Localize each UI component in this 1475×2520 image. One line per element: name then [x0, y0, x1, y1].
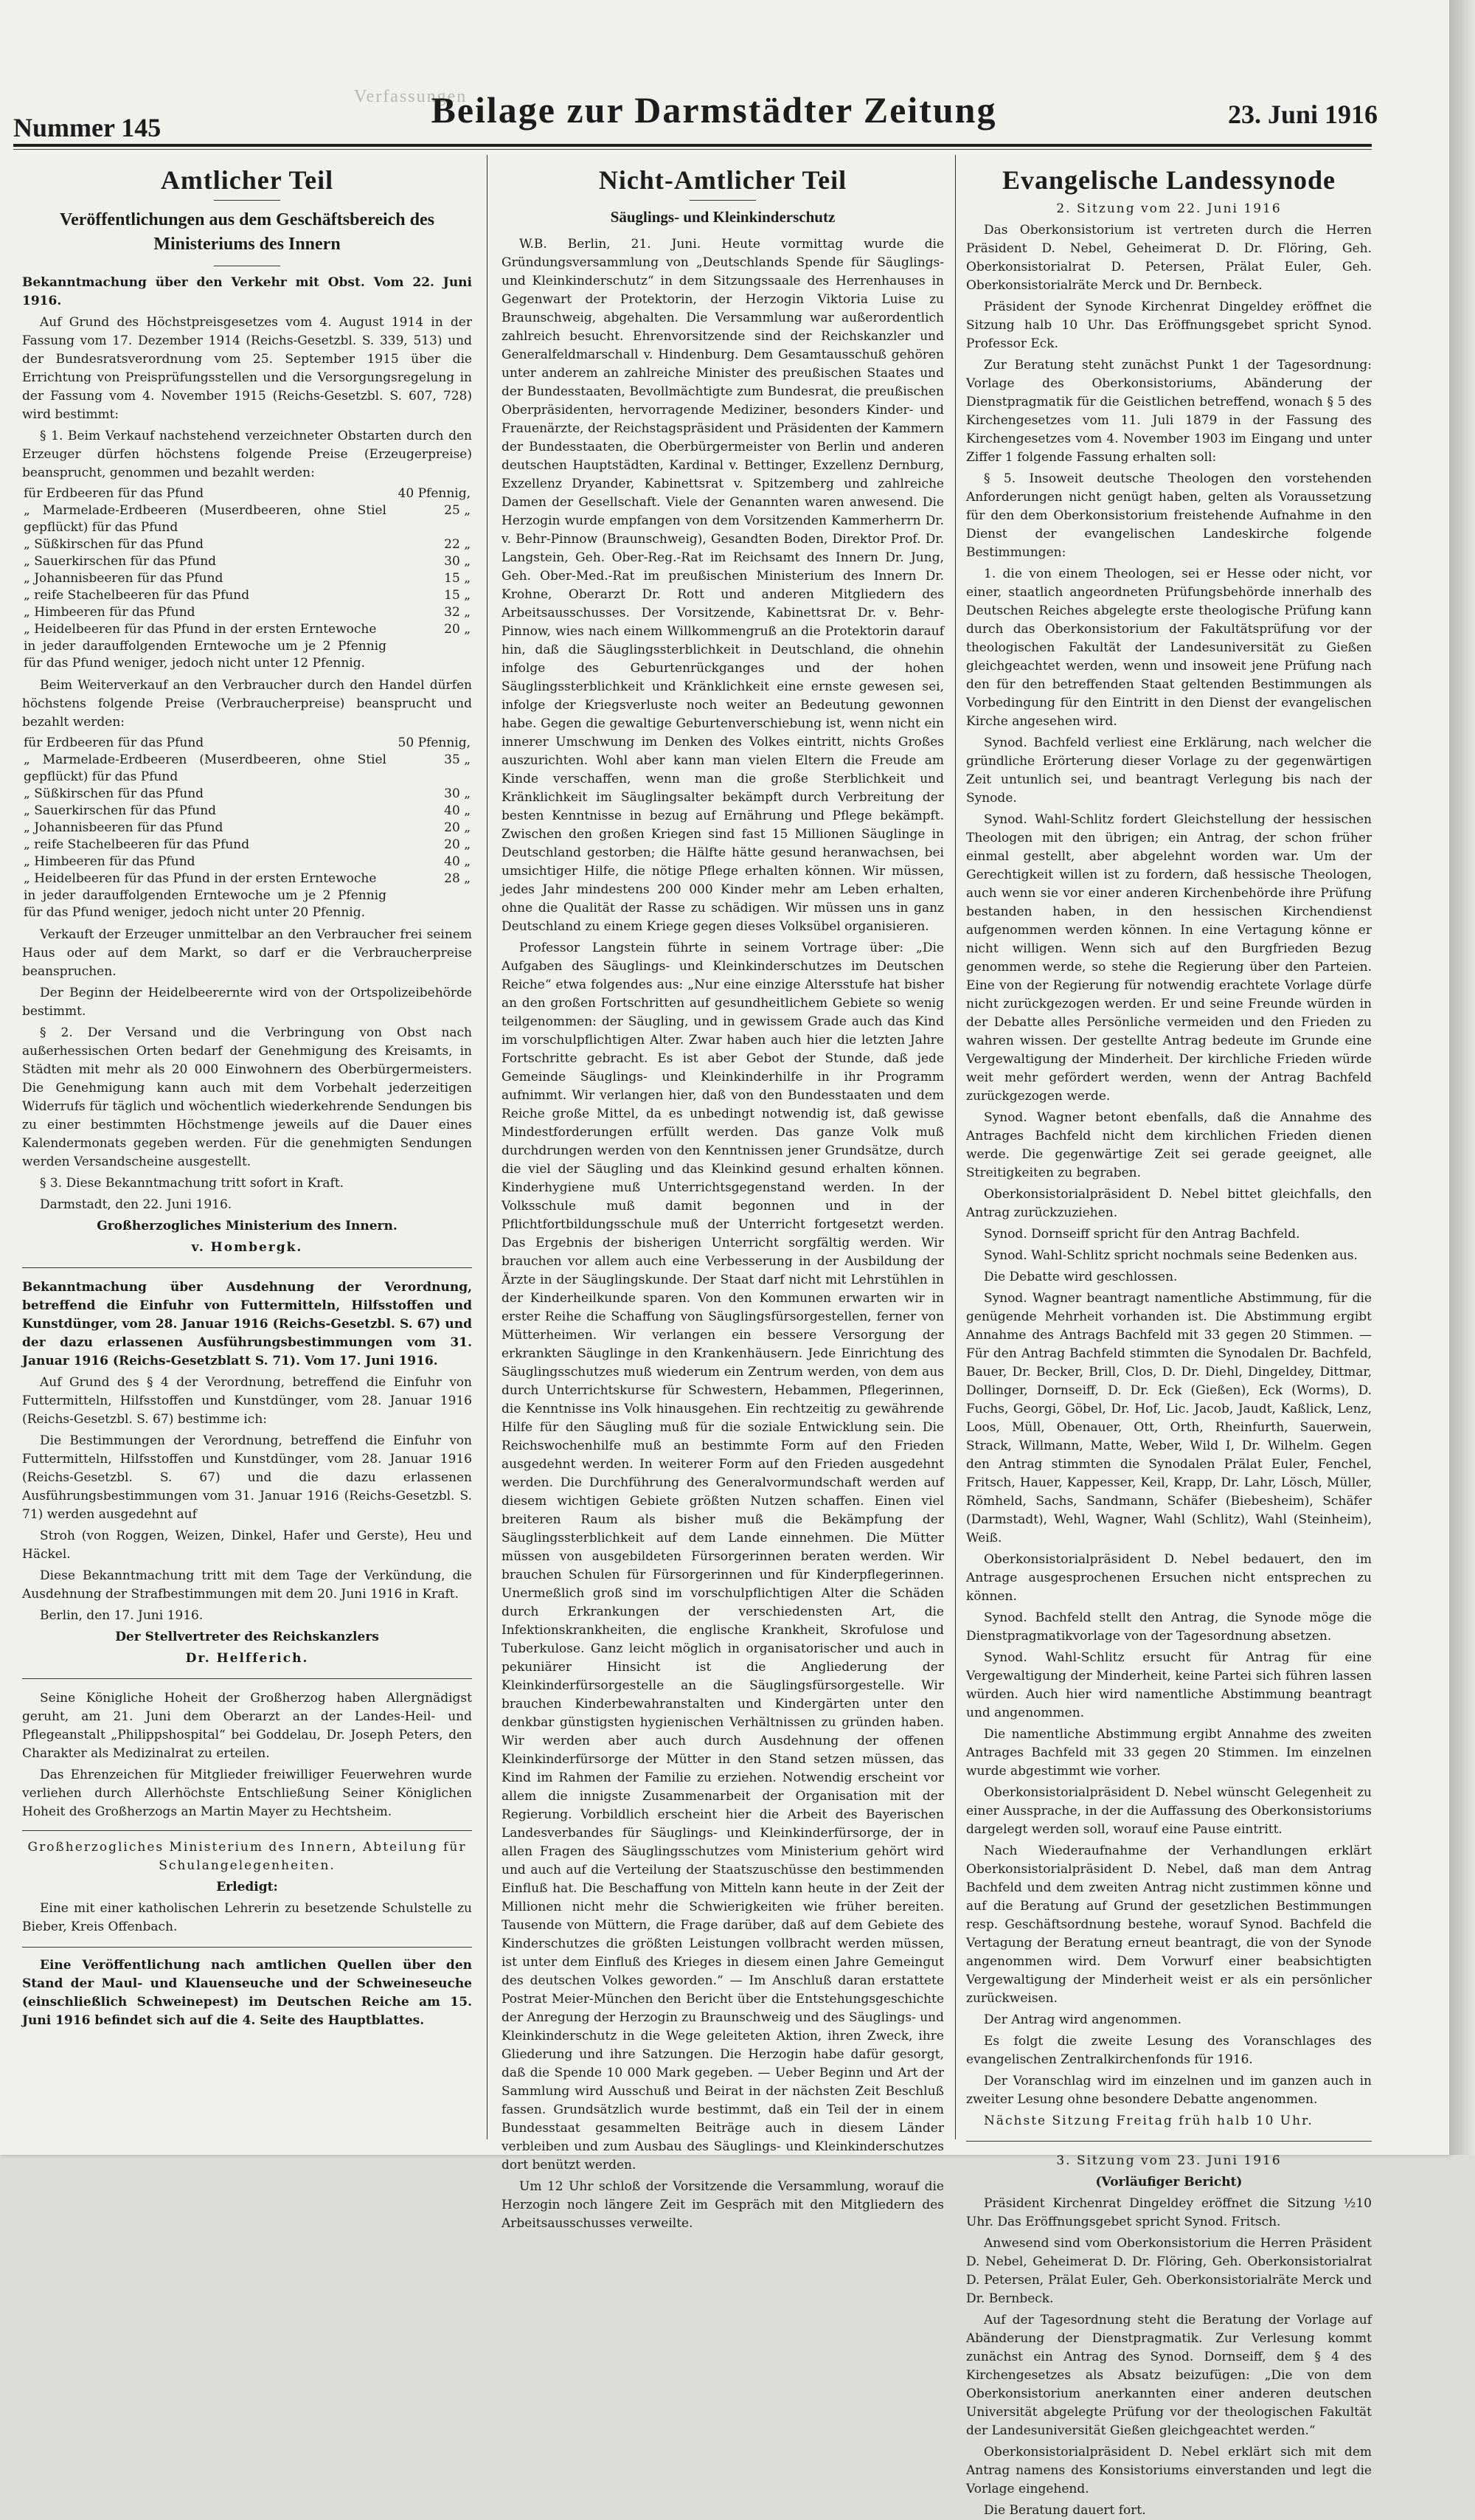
dateline: Darmstadt, den 22. Juni 1916. — [40, 1197, 232, 1212]
price-row — [22, 604, 472, 621]
price-value — [388, 638, 472, 672]
column-divider — [955, 155, 956, 2139]
paragraph: § 5. Insoweit deutsche Theologen den vorstehenden Anforderungen nicht genügt haben, gelten als Voraussetzung für den dem Oberkonsistorium freistehende Aufnahme in den Dienst der evangelischen Landeskirche folgende Bestimmungen: — [966, 471, 1372, 560]
price-row — [22, 837, 472, 854]
paragraph: Oberkonsistorialpräsident D. Nebel wünscht Gelegenheit zu einer Aussprache, in der die Auffassung des Oberkonsistoriums dargelegt werden soll, worauf eine Pause eintritt. — [966, 1785, 1372, 1837]
price-item: „ Heidelbeeren für das Pfund in der ersten Erntewoche — [24, 622, 377, 637]
price-row — [22, 638, 472, 672]
paragraph: Die Beratung dauert fort. — [984, 2503, 1146, 2518]
paragraph: Zur Beratung steht zunächst Punkt 1 der Tagesordnung: Vorlage des Oberkonsistoriums, Abänderung der Dienstpragmatik für die Geistlichen betreffend, wonach § 5 des Kirchengesetzes vom 11. Juli 1879 in der Fassung des Kirchengesetzes vom 4. November 1903 im Eingang und unter Ziffer 1 folgende Fassung erhalten soll: — [966, 358, 1372, 465]
masthead-rule-thin — [13, 149, 1372, 150]
paragraph: Oberkonsistorialpräsident D. Nebel bittet gleichfalls, den Antrag zurückzuziehen. — [966, 1187, 1372, 1220]
price-item: „ Marmelade-Erdbeeren (Muserdbeeren, ohne Stiel gepflückt) für das Pfund — [24, 752, 386, 784]
price-row — [22, 752, 472, 786]
price-value: 20 „ — [444, 820, 471, 835]
paragraph: Synod. Wagner beantragt namentliche Abstimmung, für die genügende Mehrheit vorhanden ist. Die Abstimmung ergibt Annahme des Antrags Bachfeld mit 33 gegen 20 Stimmen. — Für den Antrag Bachfeld stimmten die Synodalen Dr. Bachfeld, Bauer, Dr. Becker, Brill, Clos, D. Dr. Diehl, Dingeldey, Dittmar, Dollinger, Dornseiff, D. Dr. Eck (Gießen), Eck (Worms), D. Fuchs, Georgi, Göbel, Dr. Hof, Lic. Jacob, Jaudt, Kaßlick, Lenz, Loos, Müll, Obenauer, Ott, Orth, Rheinfurth, Sauerwein, Strack, Willmann, Matte, Weber, Wild I, Dr. Wilhelm. Gegen den Antrag stimmten die Synodalen Prälat Euler, Fenchel, Fritsch, Hauer, Kappesser, Keil, Krapp, Dr. Lahr, Lösch, Müller, Römheld, Sachs, Sandmann, Schäfer (Biebesheim), Schäfer (Darmstadt), Wehl, Wagner, Wahl (Schlitz), Wahl (Steinheim), Weiß. — [966, 1291, 1372, 1545]
section-heading: Nicht-Amtlicher Teil — [598, 165, 847, 195]
column-nonofficial — [502, 159, 945, 2231]
paragraph: Das Ehrenzeichen für Mitglieder freiwilliger Feuerwehren wurde verliehen durch Allerhöchste Entschließung Seiner Königlichen Hoheit des Großherzogs an Martin Mayer zu Hechtsheim. — [22, 1768, 472, 1819]
price-value: 20 „ — [444, 622, 471, 637]
session-note: (Vorläufiger Bericht) — [1095, 2175, 1243, 2190]
paragraph: Es folgt die zweite Lesung des Voranschlages des evangelischen Zentralkirchenfonds für 1916. — [966, 2034, 1372, 2067]
signature-name: v. Hombergk. — [191, 1240, 303, 1255]
signature-ministry: Großherzogliches Ministerium des Innern. — [97, 1219, 398, 1233]
price-value: 22 „ — [444, 537, 471, 552]
section-heading: Evangelische Landessynode — [1002, 165, 1336, 195]
paragraph: Die Bestimmungen der Verordnung, betreffend die Einfuhr von Futtermitteln, Hilfsstoffen und Kunstdünger, vom 28. Januar 1916 (Reichs-Gesetzbl. S. 67) und die dazu erlassenen Ausführungsbestimmungen vom 31. Januar 1916 (Reichs-Gesetzbl. S. 71) werden ausgedehnt auf — [22, 1433, 472, 1522]
price-value — [388, 887, 472, 921]
price-value: 40 Pfennig, — [398, 486, 471, 501]
paragraph: Das Oberkonsistorium ist vertreten durch die Herren Präsident D. Nebel, Geheimerat D. Dr. Flöring, Geh. Oberkonsistorialrat D. Petersen, Prälat Euler, Geh. Oberkonsistorialräte Merck und Dr. Bernbeck. — [966, 223, 1372, 293]
price-item: „ Süßkirschen für das Pfund — [24, 537, 204, 552]
paragraph: Stroh (von Roggen, Weizen, Dinkel, Hafer und Gerste), Heu und Häckel. — [22, 1529, 472, 1562]
paragraph: Diese Bekanntmachung tritt mit dem Tage der Verkündung, die Ausdehnung der Strafbestimmungen mit dem 20. Juni 1916 in Kraft. — [22, 1568, 472, 1602]
price-row — [22, 553, 472, 570]
paragraph: § 2. Der Versand und die Verbringung von Obst nach außerhessischen Orten bedarf der Genehmigung des Kreisamts, in Städten mit mehr als 20 000 Einwohnern des Oberbürgermeisters. Die Genehmigung kann auch mit dem Vorbehalt jederzeitigen Widerrufs für täglich und wöchentlich wiederkehrende Sendungen bis zu einer bestimmten Höchstmenge jeweils auf die Dauer eines Kalendermonats gegeben werden. Für die genehmigten Sendungen werden Versandscheine ausgestellt. — [22, 1025, 472, 1169]
price-item: „ Sauerkirschen für das Pfund — [24, 554, 217, 569]
notice-subheading: Erledigt: — [216, 1880, 278, 1894]
price-item: „ Johannisbeeren für das Pfund — [24, 820, 223, 835]
price-value: 15 „ — [444, 588, 471, 603]
price-value: 35 „ — [444, 752, 471, 767]
bleed-through-text: Verfassungen — [354, 87, 468, 106]
paragraph: Präsident der Synode Kirchenrat Dingeldey eröffnet die Sitzung halb 10 Uhr. Das Eröffnungsgebet spricht Synod. Professor Eck. — [966, 300, 1372, 351]
price-row — [22, 887, 472, 921]
price-value: 32 „ — [444, 605, 471, 620]
masthead-rule — [13, 144, 1372, 147]
next-session-note: Nächste Sitzung Freitag früh halb 10 Uhr. — [984, 2114, 1313, 2128]
issue-number: Nummer 145 — [13, 113, 162, 142]
divider — [966, 2141, 1372, 2142]
price-row — [22, 536, 472, 553]
price-value: 40 „ — [444, 854, 471, 869]
divider — [22, 1267, 472, 1268]
dateline: Berlin, den 17. Juni 1916. — [40, 1608, 204, 1623]
paragraph: Professor Langstein führte in seinem Vortrage über: „Die Aufgaben des Säuglings- und Kleinkinderschutzes im Deutschen Reiche“ etwa folgendes aus: „Nur eine einzige Altersstufe hat bisher an den großen Fortschritten auf gesundheitlichem Gebiete so wenig teilgenommen: der Säugling, und in gewissem Grade auch das Kind im vorschulpflichtigen Alter. Zwar haben auch hier die letzten Jahre Fortschritte gebracht. Es ist aber Gebot der Stunde, daß jede Gemeinde Säuglings- und Kleinkinderhilfe in ihr Programm aufnimmt. Wir verlangen hier, daß von den Bundesstaaten und dem Reiche große Mittel, da es unbedingt notwendig ist, daß gewisse Mindestforderungen erfüllt werden. Das ganze Volk muß durchdrungen werden von den Kenntnissen jener Grundsätze, durch die viel der Säugling und das Kleinkind gesund erhalten können. Kinderhygiene muß Unterrichtsgegenstand werden. In der Volksschule muß damit begonnen und in der Pflichtfortbildungsschule muß der Unterricht fortgesetzt werden. Das Ergebnis der bisherigen Unterricht sorgfältig werden. Wir brauchen vor allem auch eine Verbesserung in der Ausbildung der Ärzte in der Säuglingskunde. Der Staat darf nicht mit Lehrstühlen in der Kinderheilkunde sparen. Von den Kommunen erwarten wir in erster Reihe die Schaffung von Säuglingsfürsorgestellen, ferner von Mütterheimen. Wir verlangen ein bessere Versorgung der erkrankten Säuglinge in den Krankenhäusern. Jede Einrichtung des Säuglingsschutzes muß wiederum ein Zentrum werden, von dem aus durch Unterrichtskurse für Schwestern, Hebammen, Pflegerinnen, die Kenntnisse ins Volk hinausgehen. Ein rechtzeitig zu gewährende Hilfe für den Säugling muß für die soziale Entwicklung sein. Die Reichswochenhilfe muß an bestimmte Form auf den Frieden ausgedehnt werden. In weiterer Form auf den Frieden ausgedehnt werden. Die Durchführung des Generalvormundschaft werden auf diesem wichtigen Gebiete größten Nutzen schaffen. Einen viel breiteren Raum als bisher muß die Bekämpfung der Säuglingssterblichkeit auf dem Lande einnehmen. Die Mütter müssen von ausgebildeten Fürsorgerinnen beraten werden. Wir brauchen Schulen für Fürsorgerinnen und für Kinderpflegerinnen. Unermeßlich groß sind im vorschulpflichtigen Alter die Schäden durch Erkrankungen der verschiedensten Art, die Infektionskrankheiten, die englische Krankheit, Skrofulose und Tuberkulose. Ganz leicht möglich in organisatorischer und auch in pekuniärer Hinsicht ist die Angliederung der Kleinkinderfürsorgestelle an die Säuglingsfürsorgestelle. Wir brauchen Kinderbewahranstalten und Kindergärten unter den denkbar günstigsten hygienischen Verhältnissen zu gründen haben. Wir werden aber auch durch Ausdehnung der offenen Kleinkinderfürsorge der Mütter in den Stand setzen müssen, das Kind im Rahmen der Familie zu erziehen. Notwendig erscheint vor allem die innigste Zusammenarbeit der Organisation mit der Regierung. Vorbildlich erscheint hier die Arbeit des Bayerischen Landesverbandes für Säuglings- und Kleinkinderfürsorge, der in allen Fragen des Säuglingsschutzes vom Ministerium gehört wird und auch auf die Verteilung der Staatszuschüsse den bestimmenden Einfluß hat. Die Beschaffung von Mitteln kann heute in der Zeit der Millionen nicht mehr die Schwierigkeiten wie früher bereiten. Tausende von Müttern, die Frage darüber, daß auf dem Gebiete des Kinderschutzes die größten Leistungen vollbracht werden müssen, ist unter dem Einfluß des Krieges in diesem einen Jahre Gemeingut des deutschen Volkes geworden.“ — Im Anschluß daran erstattete Postrat Meier-München den Bericht über die Entstehungsgeschichte der Anregung der Herzogin zu Braunschweig und des Säuglings- und Kleinkinderschutz in die Wege geleiteten Aktion, ihren Zweck, ihre Gliederung und ihre Satzungen. Die Herzogin habe dafür gesorgt, daß die Spende 10 000 Mark gegeben. — Ueber Beginn und Art der Sammlung wird Ausschuß und Beirat in der nächsten Zeit Beschluß fassen. Grundsätzlich wurde bestimmt, daß ein Teil der in einem Bundesstaat gesammelten Beiträge auch in diesem Länder verbleiben und zum Ausbau des Säuglings- und Kleinkinderschutzes dort benützt werden. — [502, 941, 945, 2173]
price-row — [22, 485, 472, 502]
paragraph: Synod. Bachfeld verliest eine Erklärung, nach welcher die gründliche Erörterung dieser Vorlage zu der gegenwärtigen Zeit untunlich sei, und beantragt Verlegung bis nach der Synode. — [966, 735, 1372, 806]
price-item: für Erdbeeren für das Pfund — [24, 486, 204, 501]
price-item: „ Himbeeren für das Pfund — [24, 605, 195, 620]
price-row — [22, 502, 472, 536]
issue-date: 23. Juni 1916 — [1227, 100, 1378, 129]
price-item: „ Johannisbeeren für das Pfund — [24, 571, 223, 586]
paragraph: Synod. Wagner betont ebenfalls, daß die Annahme des Antrages Bachfeld nicht dem kirchlichen Frieden dienen werde. Die gegenwärtige Zeit sei gerade geeignet, alle Streitigkeiten zu begraben. — [966, 1110, 1372, 1180]
price-item: „ Himbeeren für das Pfund — [24, 854, 195, 869]
paragraph: Synod. Dornseiff spricht für den Antrag Bachfeld. — [984, 1227, 1300, 1242]
price-row — [22, 820, 472, 837]
price-value: 30 „ — [444, 554, 471, 569]
price-value: 25 „ — [444, 503, 471, 518]
section-subtitle: Veröffentlichungen aus dem Geschäftsbereich des Ministeriums des Innern — [60, 210, 434, 254]
price-value: 40 „ — [444, 803, 471, 818]
divider — [690, 200, 756, 201]
divider — [22, 1678, 472, 1679]
page-edge — [1449, 0, 1475, 2155]
paragraph: Auf der Tagesordnung steht die Beratung der Vorlage auf Abänderung der Dienstpragmatik. Zur Verlesung kommt zunächst ein Antrag des Synod. Dornseiff, dem § 4 des Kirchengesetzes als Absatz beizufügen: „Die von dem Oberkonsistorium anerkannten einer anderen deutschen Universität abgelegte Prüfung vor der theologischen Fakultät der Landesuniversität Gießen gleichgeachtet werden.“ — [966, 2313, 1372, 2438]
paragraph: Um 12 Uhr schloß der Vorsitzende die Versammlung, worauf die Herzogin noch längere Zeit im Gespräch mit den Mitgliedern des Arbeitsausschusses verweilte. — [502, 2179, 944, 2231]
footer-notice: Eine Veröffentlichung nach amtlichen Quellen über den Stand der Maul- und Klauenseuche und der Schweineseuche (einschließlich Schweinepest) im Deutschen Reiche am 15. Juni 1916 befindet sich auf die 4. Seite des Hauptblattes. — [22, 1958, 472, 2028]
vacancy-notice — [22, 1830, 472, 1948]
price-item: „ reife Stachelbeeren für das Pfund — [24, 837, 250, 852]
column-synod — [966, 159, 1372, 2518]
paragraph: Nach Wiederaufnahme der Verhandlungen erklärt Oberkonsistorialpräsident D. Nebel, daß man dem Antrag Bachfeld und dem zweiten Antrag nicht zustimmen könne und auf die Beratung auf Grund der gesetzlichen Bestimmungen resp. Geschäftsordnung bestehe, worauf Synod. Bachfeld die Vertagung der Beratung erneut beantragt, die von der Synode angenommen wird. Dem Vorwurf einer beabsichtigten Vergewaltigung der Minderheit weist er als ein persönlicher zurückweisen. — [966, 1844, 1372, 2006]
notice-heading: Großherzogliches Ministerium des Innern, Abteilung für Schulangelegenheiten. — [27, 1840, 467, 1873]
paragraph: Auf Grund des § 4 der Verordnung, betreffend die Einfuhr von Futtermitteln, Hilfsstoffen und Kunstdünger, vom 28. Januar 1916 (Reichs-Gesetzbl. S. 67) bestimme ich: — [22, 1375, 472, 1427]
paragraph: Beim Weiterverkauf an den Verbraucher durch den Handel dürfen höchstens folgende Preise (Verbraucherpreise) beansprucht und bezahlt werden: — [22, 678, 472, 730]
price-row — [22, 570, 472, 587]
price-row — [22, 786, 472, 803]
price-table-producer — [22, 485, 472, 672]
paragraph: Präsident Kirchenrat Dingeldey eröffnet die Sitzung ½10 Uhr. Das Eröffnungsgebet spricht Synod. Fritsch. — [966, 2196, 1372, 2229]
paragraph: Synod. Wahl-Schlitz ersucht für Antrag für eine Vergewaltigung der Minderheit, keine Partei sich führen lassen würden. Auch hier wird namentliche Abstimmung beantragt und angenommen. — [966, 1650, 1372, 1720]
paragraph: Synod. Wahl-Schlitz fordert Gleichstellung der hessischen Theologen mit den übrigen; ein Antrag, der schon früher einmal gestellt, aber abgelehnt worden war. Um der Gerechtigkeit willen ist zu fordern, daß hessische Theologen, auch wenn sie vor einer anderen Kirchenbehörde ihre Prüfung bestanden haben, in den hessischen Kirchendienst aufgenommen werden können. In eine Vertagung könne er nicht willigen. Wenn sich auf den Burgfrieden Bezug genommen werde, so stehe die Regierung über den Parteien. Eine von der Regierung für notwendig erachtete Vorlage dürfe nicht zurückgezogen werden. Er und seine Freunde würden in der Debatte alles Persönliche vermeiden und den Frieden zu wahren wissen. Der gestellte Antrag bedeute im Grunde eine Vergewaltigung der Minderheit. Der kirchliche Frieden würde weit mehr gefördert werden, wenn der Antrag Bachfeld zurückgezogen werde. — [966, 812, 1372, 1104]
price-item: „ Heidelbeeren für das Pfund in der ersten Erntewoche — [24, 871, 377, 886]
price-row — [22, 803, 472, 820]
session-heading: 3. Sitzung vom 23. Juni 1916 — [1056, 2153, 1282, 2168]
price-value: 20 „ — [444, 837, 471, 852]
paragraph: Synod. Bachfeld stellt den Antrag, die Synode möge die Dienstpragmatikvorlage von der Tagesordnung absetzen. — [966, 1610, 1372, 1644]
section-heading: Amtlicher Teil — [160, 165, 334, 195]
paragraph: Seine Königliche Hoheit der Großherzog haben Allergnädigst geruht, am 21. Juni dem Oberarzt an der Landes-Heil- und Pflegeanstalt „Philippshospital“ bei Goddelau, Dr. Joseph Peters, den Charakter als Medizinalrat zu erteilen. — [22, 1691, 472, 1761]
masthead — [13, 89, 1378, 142]
paragraph: W.B. Berlin, 21. Juni. Heute vormittag wurde die Gründungsversammlung von „Deutschlands Spende für Säuglings- und Kleinkinderschutz“ in dem Sitzungssaale des Herrenhauses in Gegenwart der Protektorin, der Herzogin Viktoria Luise zu Braunschweig, abgehalten. Die Versammlung war außerordentlich zahlreich besucht. Ehrenvorsitzende sind der Reichskanzler und Generalfeldmarschall v. Hindenburg. Dem Gesamtausschuß gehören unter anderem an zahlreiche Minister des preußischen Staates und der Bundesstaaten, Bevollmächtigte zum Bundesrat, die preußischen Oberpräsidenten, hervorragende Mediziner, besonders Kinder- und Frauenärzte, der Reichstagspräsident und Präsidenten der Kammern der Bundesstaaten, die Oberbürgermeister von Berlin und anderen deutschen Hauptstädten, Kardinal v. Bettinger, Exzellenz Dernburg, Exzellenz Dryander, Kabinettsrat v. Spitzemberg und zahlreiche Damen der Gesellschaft. Viele der Genannten waren anwesend. Die Herzogin wurde empfangen von dem Vorsitzenden Kammerherrn Dr. v. Behr-Pinnow (Braunschweig), Gesandten Boden, Direktor Prof. Dr. Langstein, Geh. Ober-Reg.-Rat im Reichsamt des Innern Dr. Jung, Geh. Ober-Med.-Rat im preußischen Ministerium des Innern Dr. Krohne, Oberarzt Dr. Rott und anderen Mitgliedern des Arbeitsausschusses. Der Vorsitzende, Kabinettsrat Dr. v. Behr-Pinnow, wies nach einem Willkommengruß an die Protektorin darauf hin, daß die Säuglingssterblichkeit in Deutschland, die ohnehin infolge des Geburtenrückganges und der hohen Säuglingssterblichkeit und Kränklichkeit eine ernste gewesen sei, infolge der Kriegsverluste noch weiter an Bedeutung gewonnen habe. Gegen die gewaltige Geburtenverschiebung ist, wenn nicht ein innerer Umschwung im Denken des Volkes eintritt, nichts Großes auszurichten. Wohl aber kann man vielen Eltern die Freude am Kinde verschaffen, wenn man die große Sterblichkeit und Kränklichkeit im Säuglingsalter bekämpft durch Verbreitung der besten Kenntnisse in bezug auf Ernährung und Pflege bekämpft. Zwischen den großen Kriegen sind fast 15 Millionen Säuglinge in Deutschland gestorben; die Hälfte hätte gesund heranwachsen, bei umsichtiger Hilfe, die nötige Pflege erhalten können. Wir müssen, jedes Jahr mindestens 200 000 Kinder mehr am Leben erhalten, ohne die Qualität der Rasse zu schädigen. Wir müssen uns in ganz Deutschland zu einem Kriege gegen dieses Volksübel organisieren. — [502, 237, 944, 934]
paragraph: Der Antrag wird angenommen. — [984, 2012, 1182, 2027]
paragraph: Auf Grund des Höchstpreisgesetzes vom 4. August 1914 in der Fassung vom 17. Dezember 1914 (Reichs-Gesetzbl. S. 339, 513) und der Bundesratsverordnung vom 25. September 1915 über die Errichtung von Preisprüfungsstellen und die Versorgungsregelung in der Fassung vom 4. November 1915 (Reichs-Gesetzbl. S. 607, 728) wird bestimmt: — [22, 315, 472, 422]
price-item: „ Sauerkirschen für das Pfund — [24, 803, 217, 818]
signature-name: Dr. Helfferich. — [185, 1651, 309, 1666]
price-row — [22, 870, 472, 887]
price-item: „ reife Stachelbeeren für das Pfund — [24, 588, 250, 603]
paragraph: 1. die von einem Theologen, sei er Hesse oder nicht, vor einer, staatlich angeordneten Prüfungsbehörde innerhalb des Deutschen Reiches abgelegte erste theologische Prüfung kann durch das Oberkonsistorium der Fakultätsprüfung vor der theologischen Fakultät der Landesuniversität zu Gießen gleichgeachtet werden, wenn und insoweit jene Prüfung nach den für den betreffenden Staat geltenden Bestimmungen als Vorbedingung für den Eintritt in den Dienst der evangelischen Kirche angesehen wird. — [966, 567, 1372, 729]
paragraph: Oberkonsistorialpräsident D. Nebel erklärt sich mit dem Antrag namens des Konsistoriums einverstanden und legt die Vorlage eingehend. — [966, 2445, 1372, 2496]
divider — [214, 200, 280, 201]
paragraph: Eine mit einer katholischen Lehrerin zu besetzende Schulstelle zu Bieber, Kreis Offenbach. — [22, 1901, 472, 1934]
price-item: in jeder darauffolgenden Erntewoche um je 2 Pfennig für das Pfund weniger, jedoch nicht unter 12 Pfennig. — [24, 639, 386, 671]
price-item: „ Marmelade-Erdbeeren (Muserdbeeren, ohne Stiel gepflückt) für das Pfund — [24, 503, 386, 535]
paragraph: Anwesend sind vom Oberkonsistorium die Herren Präsident D. Nebel, Geheimerat D. Dr. Flöring, Geh. Oberkonsistorialrat D. Petersen, Prälat Euler, Geh. Oberkonsistorialräte Merck und Dr. Bernbeck. — [966, 2236, 1372, 2306]
price-row — [22, 735, 472, 752]
session-heading: 2. Sitzung vom 22. Juni 1916 — [1056, 201, 1282, 216]
announcement-title: Bekanntmachung über den Verkehr mit Obst. Vom 22. Juni 1916. — [22, 275, 472, 308]
price-item: für Erdbeeren für das Pfund — [24, 735, 204, 750]
price-row — [22, 587, 472, 604]
article-title: Säuglings- und Kleinkinderschutz — [610, 208, 836, 226]
price-row — [22, 854, 472, 870]
price-value: 28 „ — [444, 871, 471, 886]
price-value: 50 Pfennig, — [398, 735, 471, 750]
price-value: 15 „ — [444, 571, 471, 586]
paragraph: Oberkonsistorialpräsident D. Nebel bedauert, den im Antrage ausgesprochenen Ersuchen nicht entsprechen zu können. — [966, 1552, 1372, 1604]
paragraph: Die Debatte wird geschlossen. — [984, 1270, 1178, 1284]
column-official — [22, 159, 472, 2136]
announcement-title: Bekanntmachung über Ausdehnung der Verordnung, betreffend die Einfuhr von Futtermitteln, Hilfsstoffen und Kunstdünger, vom 28. Januar 1916 (Reichs-Gesetzbl. S. 67) und der dazu erlassenen Ausführungsbestimmungen vom 31. Januar 1916 (Reichs-Gesetzblatt S. 71). Vom 17. Juni 1916. — [22, 1280, 472, 1368]
signature-title: Der Stellvertreter des Reichskanzlers — [115, 1630, 379, 1644]
price-table-consumer — [22, 735, 472, 921]
paragraph: Der Voranschlag wird im einzelnen und im ganzen auch in zweiter Lesung ohne besondere Debatte angenommen. — [966, 2074, 1372, 2107]
price-row — [22, 621, 472, 638]
paragraph: § 1. Beim Verkauf nachstehend verzeichneter Obstarten durch den Erzeuger dürfen höchstens folgende Preise (Erzeugerpreise) beansprucht, genommen und bezahlt werden: — [22, 429, 472, 480]
price-item: „ Süßkirschen für das Pfund — [24, 786, 204, 801]
paragraph: Verkauft der Erzeuger unmittelbar an den Verbraucher frei seinem Haus oder auf dem Markt, so darf er die Verbraucherpreise beanspruchen. — [22, 927, 472, 979]
paragraph: Der Beginn der Heidelbeerernte wird von der Ortspolizeibehörde bestimmt. — [22, 986, 472, 1019]
newspaper-title: Beilage zur Darmstädter Zeitung — [431, 89, 997, 131]
paragraph: Die namentliche Abstimmung ergibt Annahme des zweiten Antrages Bachfeld mit 33 gegen 20 Stimmen. Im einzelnen wurde abgestimmt wie vorher. — [966, 1727, 1372, 1779]
price-item: in jeder darauffolgenden Erntewoche um je 2 Pfennig für das Pfund weniger, jedoch nicht unter 20 Pfennig. — [24, 888, 386, 920]
paragraph: Synod. Wahl-Schlitz spricht nochmals seine Bedenken aus. — [984, 1248, 1358, 1263]
paragraph: § 3. Diese Bekanntmachung tritt sofort in Kraft. — [40, 1176, 344, 1191]
price-value: 30 „ — [444, 786, 471, 801]
